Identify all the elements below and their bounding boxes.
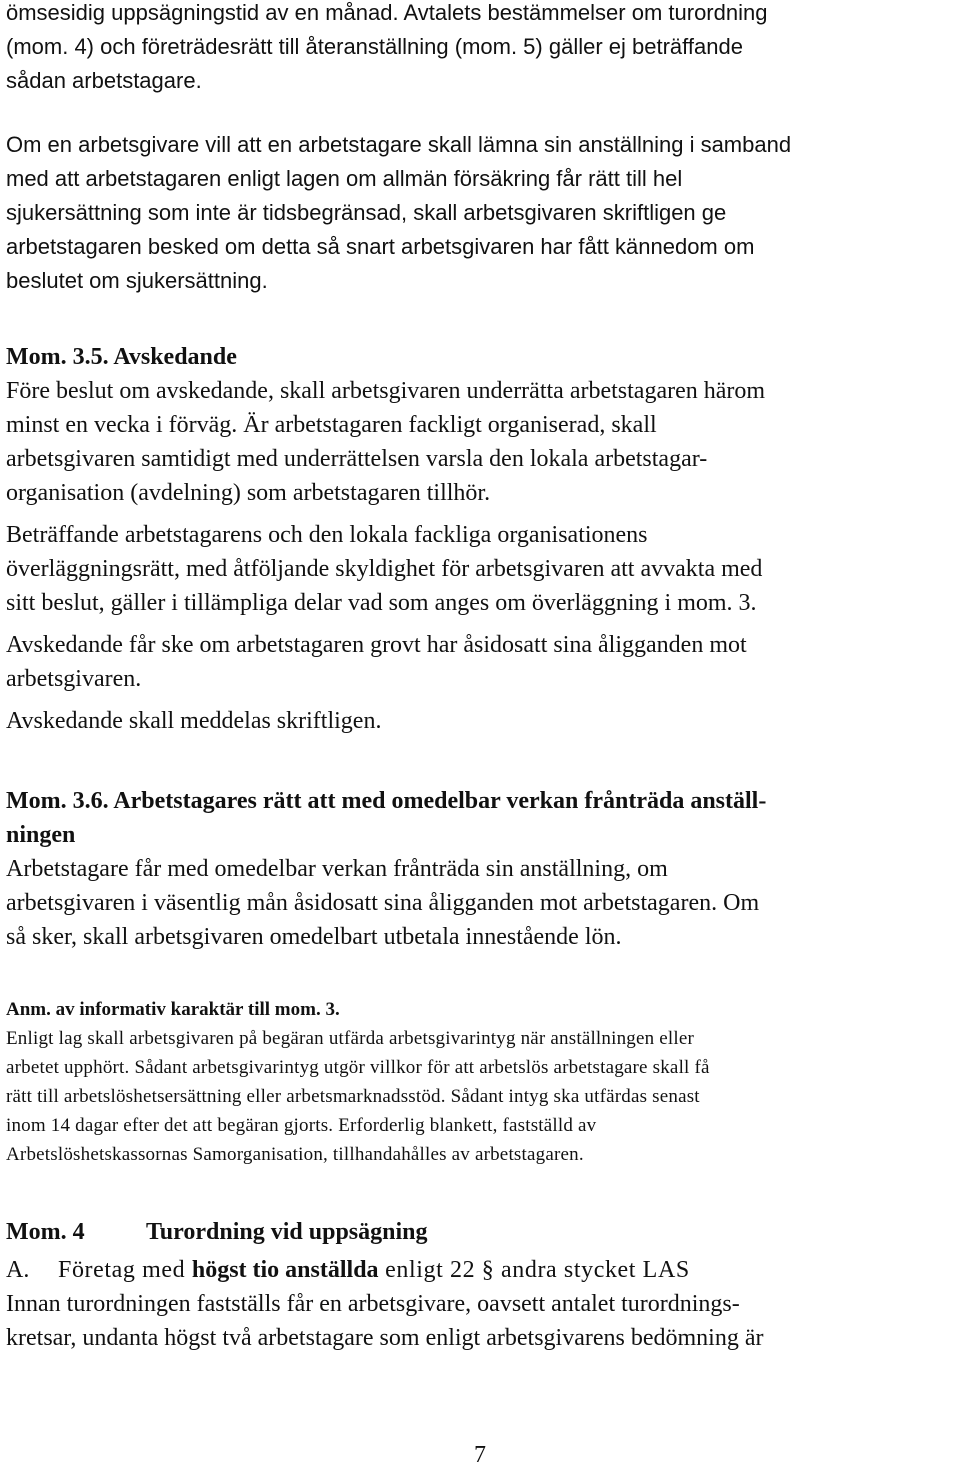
text-line: Arbetstagare får med omedelbar verkan frånträda sin anställning, om xyxy=(6,856,668,882)
sickness-paragraph xyxy=(6,128,956,298)
text-line: inom 14 dagar efter det att begäran gjorts. Erforderlig blankett, fastställd av xyxy=(6,1115,597,1136)
text-line: sjukersättning som inte är tidsbegränsad, skall arbetsgivaren skriftligen ge xyxy=(6,200,727,225)
text-line: med att arbetstagaren enligt lagen om allmän försäkring får rätt till hel xyxy=(6,166,683,191)
section-heading: Mom. 3.5. Avskedande xyxy=(6,344,237,370)
text-line: så sker, skall arbetsgivaren omedelbart utbetala innestående lön. xyxy=(6,924,622,950)
section-heading xyxy=(6,1215,956,1249)
text-line: arbetsgivaren. xyxy=(6,666,142,692)
text-line: organisation (avdelning) som arbetstagaren tillhör. xyxy=(6,480,491,506)
text-line: Innan turordningen fastställs får en arbetsgivare, oavsett antalet turordnings- xyxy=(6,1291,740,1317)
informative-note xyxy=(6,996,956,1169)
text-line: sådan arbetstagare. xyxy=(6,68,202,93)
text-line: Avskedande får ske om arbetstagaren grovt har åsidosatt sina åligganden mot xyxy=(6,632,747,658)
subsection-a xyxy=(6,1253,956,1287)
section-title: Turordning vid uppsägning xyxy=(146,1219,428,1245)
text-line: arbetstagaren besked om detta så snart arbetsgivaren har fått kännedom om xyxy=(6,234,755,259)
paragraph: Avskedande skall meddelas skriftligen. xyxy=(6,708,382,734)
intro-paragraph xyxy=(6,0,956,98)
text-line: arbetet upphört. Sådant arbetsgivarintyg utgör villkor för att arbetslös arbetstagare skall få xyxy=(6,1057,710,1078)
paragraph xyxy=(6,852,956,954)
text-line: kretsar, undanta högst två arbetstagare som enligt arbetsgivarens bedömning är xyxy=(6,1325,764,1351)
subsection-text-bold: högst tio anställda xyxy=(191,1257,379,1283)
document-page xyxy=(6,0,956,1355)
text-line: arbetsgivaren i väsentlig mån åsidosatt sina åligganden mot arbetstagaren. Om xyxy=(6,890,760,916)
note-heading: Anm. av informativ karaktär till mom. 3. xyxy=(6,999,340,1020)
text-line: sitt beslut, gäller i tillämpliga delar vad som anges om överläggning i mom. 3. xyxy=(6,590,757,616)
subsection-text-pre: Företag med xyxy=(58,1257,192,1283)
paragraph xyxy=(6,518,956,620)
page-number: 7 xyxy=(474,1442,486,1468)
text-line: Beträffande arbetstagarens och den lokala fackliga organisationens xyxy=(6,522,648,548)
text-line: ömsesidig uppsägningstid av en månad. Avtalets bestämmelser om turordning xyxy=(6,0,768,25)
text-line: rätt till arbetslöshetsersättning eller arbetsmarknadsstöd. Sådant intyg ska utfärdas senast xyxy=(6,1086,700,1107)
text-line: Enligt lag skall arbetsgivaren på begäran utfärda arbetsgivarintyg när anställningen eller xyxy=(6,1028,695,1049)
paragraph xyxy=(6,374,956,510)
section-mom-3-5 xyxy=(6,340,956,738)
text-line: arbetsgivaren samtidigt med underrättelsen varsla den lokala arbetstagar- xyxy=(6,446,708,472)
section-mom-3-6 xyxy=(6,784,956,954)
section-heading-line: ningen xyxy=(6,822,76,848)
section-mom-4 xyxy=(6,1215,956,1355)
subsection-text-post: enligt 22 § andra stycket LAS xyxy=(378,1257,690,1283)
text-line: (mom. 4) och företrädesrätt till återanställning (mom. 5) gäller ej beträffande xyxy=(6,34,743,59)
text-line: överläggningsrätt, med åtföljande skyldighet för arbetsgivaren att avvakta med xyxy=(6,556,763,582)
text-line: Om en arbetsgivare vill att en arbetstagare skall lämna sin anställning i samband xyxy=(6,132,792,157)
section-heading-line: Mom. 3.6. Arbetstagares rätt att med omedelbar verkan frånträda anställ- xyxy=(6,788,767,814)
text-line: beslutet om sjukersättning. xyxy=(6,268,268,293)
text-line: Före beslut om avskedande, skall arbetsgivaren underrätta arbetstagaren härom xyxy=(6,378,766,404)
section-number: Mom. 4 xyxy=(6,1219,85,1245)
subsection-label: A. xyxy=(6,1257,30,1283)
text-line: Arbetslöshetskassornas Samorganisation, tillhandahålles av arbetstagaren. xyxy=(6,1144,584,1165)
paragraph xyxy=(6,628,956,696)
text-line: minst en vecka i förväg. Är arbetstagaren fackligt organiserad, skall xyxy=(6,412,657,438)
